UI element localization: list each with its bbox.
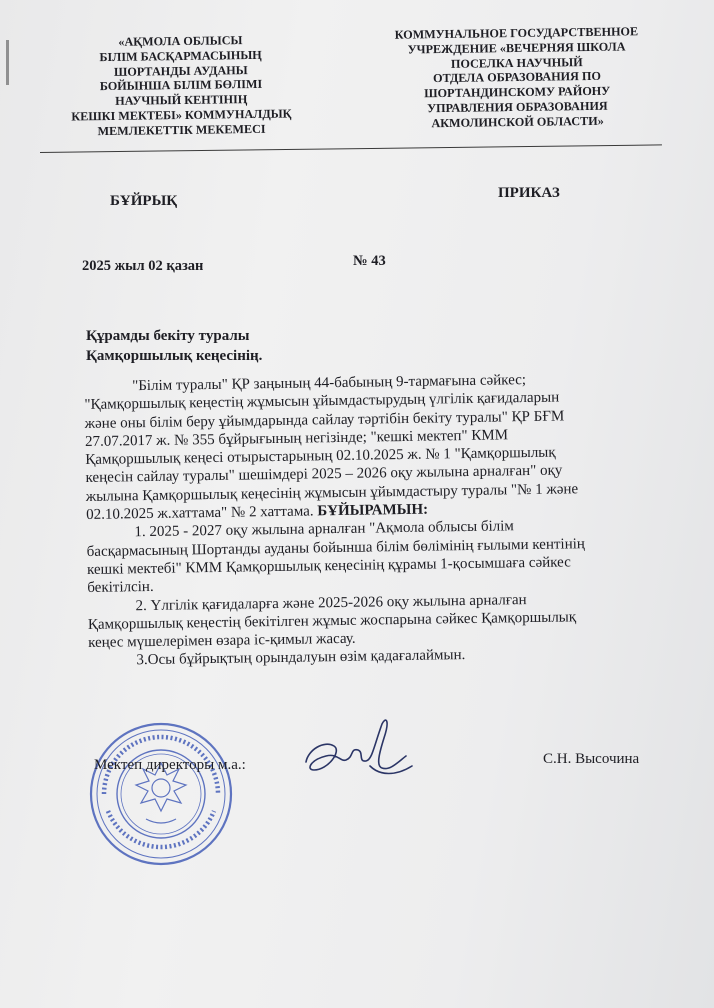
- item-line: кешкі мектебі" КММ Қамқоршылық кеңесінің құрамы 1-қосымшаға сәйкес: [86, 554, 571, 578]
- page-edge-shadow: [6, 40, 9, 85]
- item-line: Қамқоршылық кеңестің бекітілген жұмыс жоспарына сәйкес Қамқоршылық: [87, 609, 577, 633]
- preamble-line: 27.07.2017 ж. № 355 бұйрығының негізінде; "кешкі мектеп" КММ: [84, 427, 509, 450]
- preamble-line: Қамқоршылық кеңесі отырыстарының 02.10.2025 ж. № 1 "Қамқоршылық: [85, 444, 556, 469]
- header-right-line: ПОСЕЛКА НАУЧНЫЙ: [450, 54, 583, 71]
- handwritten-signature: [300, 716, 418, 784]
- header-left-line: БІЛІМ БАСҚАРМАСЫНЫҢ: [99, 47, 262, 64]
- header-russian-institution: [371, 24, 662, 132]
- item-line: басқармасының Шортанды ауданы бойынша білім бөлімінің ғылыми кентінің: [86, 535, 585, 560]
- header-left-line: КЕШКІ МЕКТЕБІ» КОММУНАЛДЫҚ: [71, 106, 292, 124]
- order-title-russian: ПРИКАЗ: [498, 185, 560, 201]
- preamble-line: кеңесін сайлау туралы" шешімдері 2025 – 2026 оқу жылына арналған" оқу: [85, 462, 563, 487]
- header-left-line: МЕМЛЕКЕТТІК МЕКЕМЕСІ: [97, 121, 266, 138]
- item-line: бекітілсін.: [87, 579, 154, 597]
- preamble-line: жылына Қамқоршылық кеңесінің жұмысын ұйымдастыру туралы "№ 1 және: [85, 481, 579, 505]
- preamble-line: "Қамқоршылық кеңестің жұмысын ұйымдастырудың үлгілік қағидаларын: [84, 389, 560, 414]
- official-stamp: [86, 719, 236, 869]
- order-title-kazakh: БҰЙРЫҚ: [110, 193, 178, 209]
- header-divider: [40, 144, 662, 153]
- preamble-line: "Білім туралы" ҚР заңының 44-бабының 9-тармағына сәйкес;: [132, 372, 527, 395]
- header-left-line: «АҚМОЛА ОБЛЫСЫ: [118, 33, 243, 49]
- header-right-line: КОММУНАЛЬНОЕ ГОСУДАРСТВЕННОЕ: [394, 24, 639, 42]
- header-right-line: ОТДЕЛА ОБРАЗОВАНИЯ ПО: [432, 69, 602, 86]
- header-right-line: АКМОЛИНСКОЙ ОБЛАСТИ»: [431, 113, 604, 130]
- order-body: [84, 369, 664, 671]
- order-number: № 43: [353, 253, 386, 269]
- header-right-line: ШОРТАНДИНСКОМУ РАЙОНУ: [424, 83, 611, 101]
- preamble-continuation: [84, 387, 661, 524]
- item-line: кеңес мүшелерімен өзара іс-қимыл жасау.: [88, 630, 356, 652]
- item-2: [87, 589, 663, 653]
- header-left-line: БОЙЫНША БІЛІМ БӨЛІМІ: [99, 77, 263, 94]
- signature-title: Мектеп директоры м.а.:: [94, 757, 246, 773]
- header-right-line: УЧРЕЖДЕНИЕ «ВЕЧЕРНЯЯ ШКОЛА: [407, 39, 626, 57]
- item-line: 3.Осы бұйрықтың орындалуын өзім қадағалаймын.: [136, 647, 466, 669]
- decree-word: БҰЙЫРАМЫН:: [317, 501, 429, 520]
- item-1: [86, 515, 662, 597]
- preamble-line: 02.10.2025 ж.хаттама" № 2 хаттама.: [86, 503, 314, 524]
- header-left-line: ШОРТАНДЫ АУДАНЫ: [113, 62, 248, 79]
- order-subject: [86, 326, 262, 366]
- subject-line: Құрамды бекіту туралы: [86, 328, 250, 344]
- header-left-line: НАУЧНЫЙ КЕНТІНІҢ: [115, 92, 248, 109]
- item-line: 1. 2025 - 2027 оқу жылына арналған "Ақмола облысы білім: [134, 518, 514, 541]
- subject-line: Қамқоршылық кеңесінің.: [86, 348, 263, 364]
- header-right-line: УПРАВЛЕНИЯ ОБРАЗОВАНИЯ: [427, 98, 608, 116]
- preamble-line: және оны білім беру ұйымдарында сайлау тәртібін бекіту туралы" ҚР БҒМ: [84, 408, 565, 432]
- header-kazakh-institution: [47, 32, 314, 139]
- order-date: 2025 жыл 02 қазан: [82, 258, 204, 274]
- signatory-name: С.Н. Высочина: [543, 751, 640, 767]
- item-line: 2. Үлгілік қағидаларға және 2025-2026 оқу жылына арналған: [135, 591, 527, 614]
